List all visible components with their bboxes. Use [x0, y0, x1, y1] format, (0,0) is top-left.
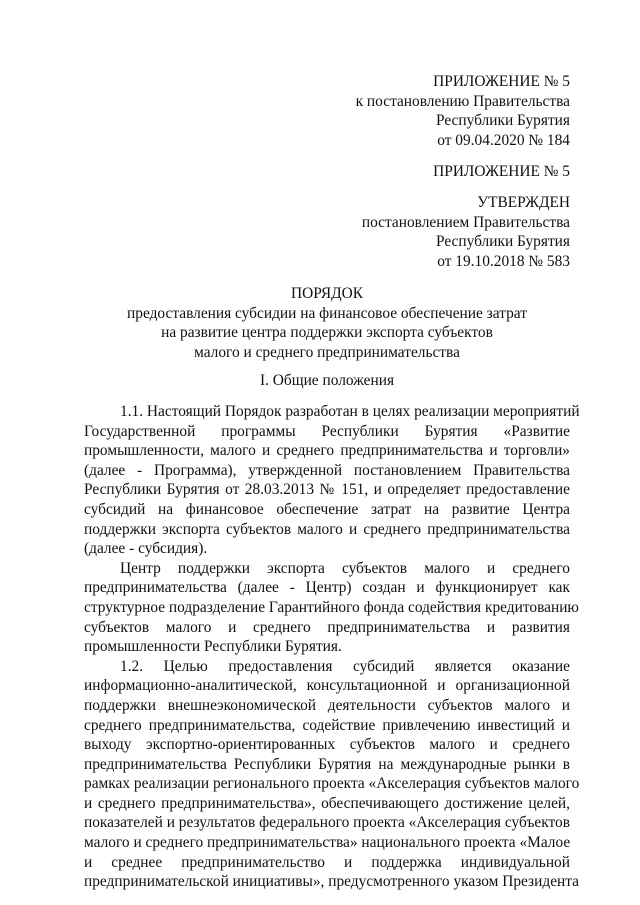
- body-line: промышленности, малого и среднего предпринимательства и торговли»: [84, 442, 570, 460]
- body-line: среднего предпринимательства, содействие привлечению инвестиций и: [84, 716, 570, 734]
- document-heading: ПОРЯДОК: [291, 285, 363, 302]
- appendix-top-title: ПРИЛОЖЕНИЕ № 5: [433, 73, 570, 90]
- section-heading-block: [84, 371, 570, 391]
- appendix-second-title: ПРИЛОЖЕНИЕ № 5: [433, 163, 570, 180]
- body-line: Республики Бурятия от 28.03.2013 № 151, и определяет предоставление: [84, 481, 570, 499]
- body-line: 1.2. Целью предоставления субсидий является оказание: [120, 657, 570, 675]
- approved-block: [362, 193, 570, 271]
- body-line: и среднее предпринимательство и поддержка индивидуальной: [84, 853, 570, 871]
- body-line: и среднего предпринимательства», обеспечивающего достижение целей,: [84, 794, 570, 812]
- body-line: субсидий на финансовое обеспечение затрат на развитие Центра: [84, 500, 570, 518]
- body-line: показателей и результатов федерального проекта «Акселерация субъектов: [84, 814, 570, 832]
- body-line: поддержки экспорта субъектов малого и среднего предпринимательства: [84, 520, 570, 538]
- document-body: [84, 402, 580, 892]
- appendix-top-block: [356, 72, 570, 150]
- body-line: малого и среднего предпринимательства» национального проекта «Малое: [84, 834, 571, 852]
- body-line: предпринимательской инициативы», предусмотренного указом Президента: [84, 873, 580, 891]
- section-heading: I. Общие положения: [259, 372, 395, 389]
- body-line: 1.1. Настоящий Порядок разработан в целях реализации мероприятий: [120, 403, 580, 420]
- document-subtitle-line: предоставления субсидии на финансовое обеспечение затрат: [127, 304, 527, 322]
- body-line: Государственной программы Республики Бурятия «Развитие: [84, 422, 570, 440]
- body-line: промышленности Республики Бурятия.: [84, 638, 342, 656]
- body-line: структурное подразделение Гарантийного фонда содействия кредитованию: [84, 598, 579, 616]
- approved-line: Республики Бурятия: [435, 233, 570, 251]
- body-line: рамках реализации регионального проекта «Акселерация субъектов малого: [84, 775, 580, 793]
- appendix-top-line: к постановлению Правительства: [355, 92, 570, 110]
- body-line: (далее - Программа), утвержденной постановлением Правительства: [84, 461, 570, 479]
- approved-line: от 19.10.2018 № 583: [437, 252, 570, 270]
- appendix-second-block: [433, 162, 570, 182]
- body-line: предпринимательства Республики Бурятия на международные рынки в: [84, 755, 570, 773]
- appendix-top-line: Республики Бурятия: [435, 112, 570, 130]
- body-line: предпринимательства (далее - Центр) создан и функционирует как: [84, 579, 570, 597]
- body-line: (далее - субсидия).: [84, 540, 208, 558]
- body-line: информационно-аналитической, консультационной и организационной: [84, 677, 570, 695]
- body-line: Центр поддержки экспорта субъектов малого и среднего: [120, 559, 570, 577]
- body-line: выходу экспортно-ориентированных субъектов малого и среднего: [84, 736, 570, 754]
- body-line: поддержки внешнеэкономической деятельности субъектов малого и: [84, 696, 570, 714]
- body-line: субъектов малого и среднего предпринимательства и развития: [84, 618, 570, 636]
- approved-title: УТВЕРЖДЕН: [477, 194, 570, 211]
- document-subtitle-line: на развитие центра поддержки экспорта субъектов: [161, 324, 493, 342]
- document-title-block: [84, 284, 570, 362]
- document-subtitle-line: малого и среднего предпринимательства: [194, 343, 460, 361]
- appendix-top-line: от 09.04.2020 № 184: [437, 131, 570, 149]
- approved-line: постановлением Правительства: [361, 213, 570, 231]
